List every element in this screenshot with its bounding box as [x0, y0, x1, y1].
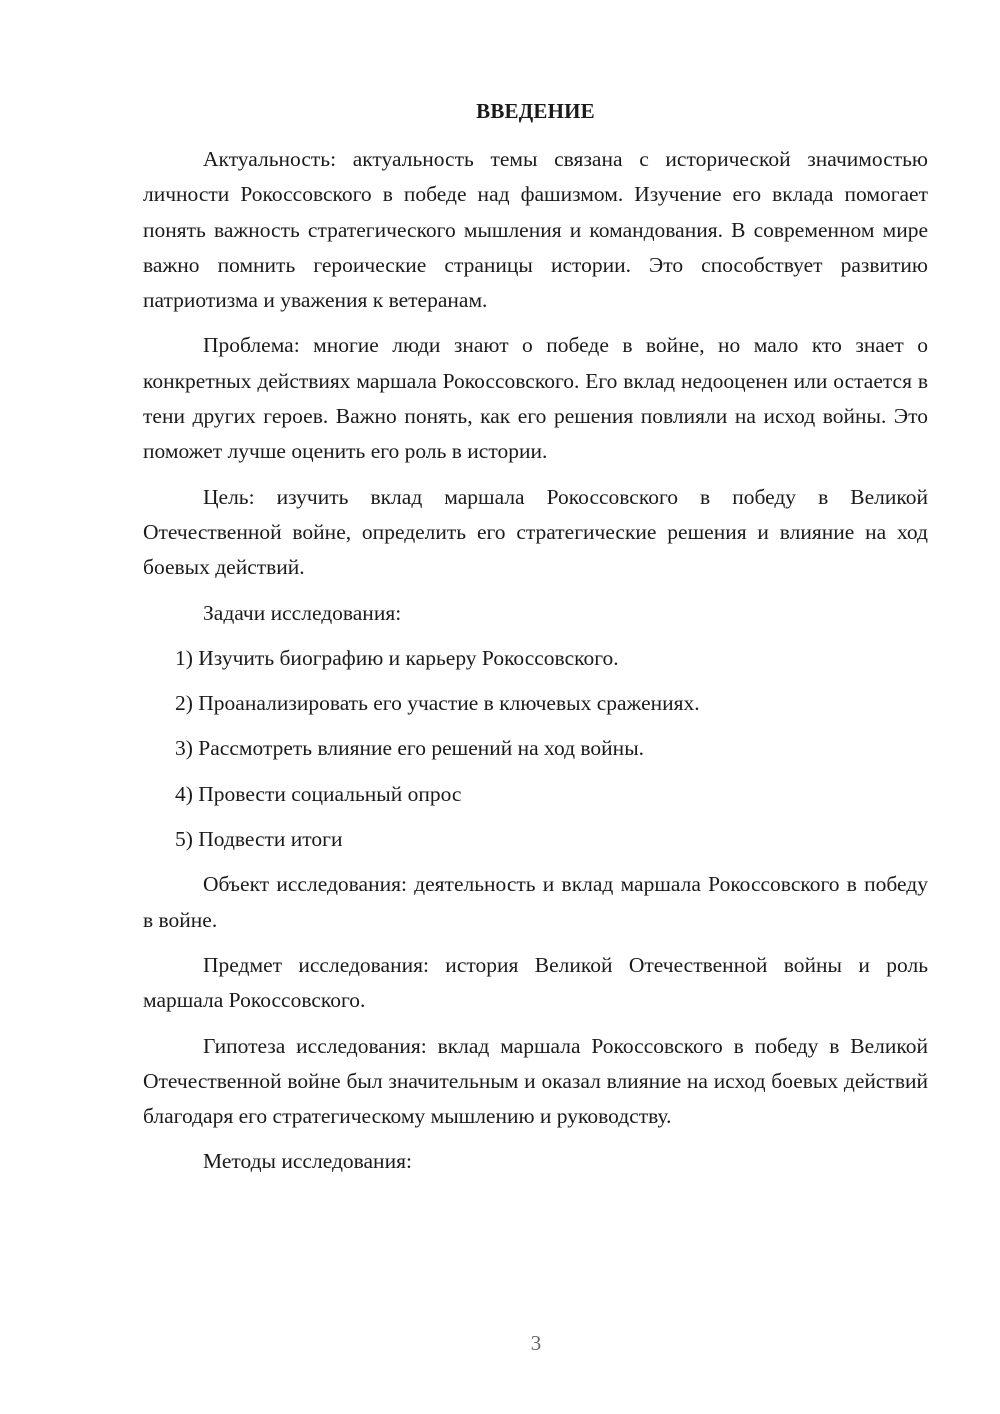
paragraph-relevance: Актуальность: актуальность темы связана с исторической значимостью личности Рокоссовского в победе над фашизмом. Изучение его вклада помогает понять важность стратегического мышления и командования. В современном мире важно помнить героические страницы истории. Это способствует развитию патриотизма и уважения к ветеранам. — [143, 147, 928, 313]
paragraph-goal: Цель: изучить вклад маршала Рокоссовского в победу в Великой Отечественной войне, определить его стратегические решения и влияние на ход боевых действий. — [143, 484, 928, 580]
tasks-heading: Задачи исследования: — [203, 600, 402, 625]
section-title: ВВЕДЕНИЕ — [476, 99, 595, 123]
tasks-list — [143, 641, 928, 857]
page-number: 3 — [530, 1331, 542, 1355]
task-item-2: 2) Проанализировать его участие в ключевых сражениях. — [175, 691, 700, 716]
paragraph-problem: Проблема: многие люди знают о победе в войне, но мало кто знает о конкретных действиях маршала Рокоссовского. Его вклад недооценен или остается в тени других героев. Важно понять, как его решения повлияли на исход войны. Это поможет лучше оценить его роль в истории. — [143, 333, 928, 464]
document-page — [143, 96, 928, 1190]
paragraph-object: Объект исследования: деятельность и вклад маршала Рокоссовского в победу в войне. — [143, 872, 928, 932]
paragraph-hypothesis: Гипотеза исследования: вклад маршала Рокоссовского в победу в Великой Отечественной войне был значительным и оказал влияние на исход боевых действий благодаря его стратегическому мышлению и руководству. — [143, 1033, 928, 1129]
paragraph-subject: Предмет исследования: история Великой Отечественной войны и роль маршала Рокоссовского. — [143, 952, 928, 1013]
task-item-3: 3) Рассмотреть влияние его решений на ход войны. — [175, 736, 645, 761]
task-item-5: 5) Подвести итоги — [175, 827, 343, 852]
task-item-4: 4) Провести социальный опрос — [175, 781, 462, 806]
task-item-1: 1) Изучить биографию и карьеру Рокоссовского. — [175, 645, 619, 670]
methods-heading: Методы исследования: — [203, 1149, 412, 1174]
